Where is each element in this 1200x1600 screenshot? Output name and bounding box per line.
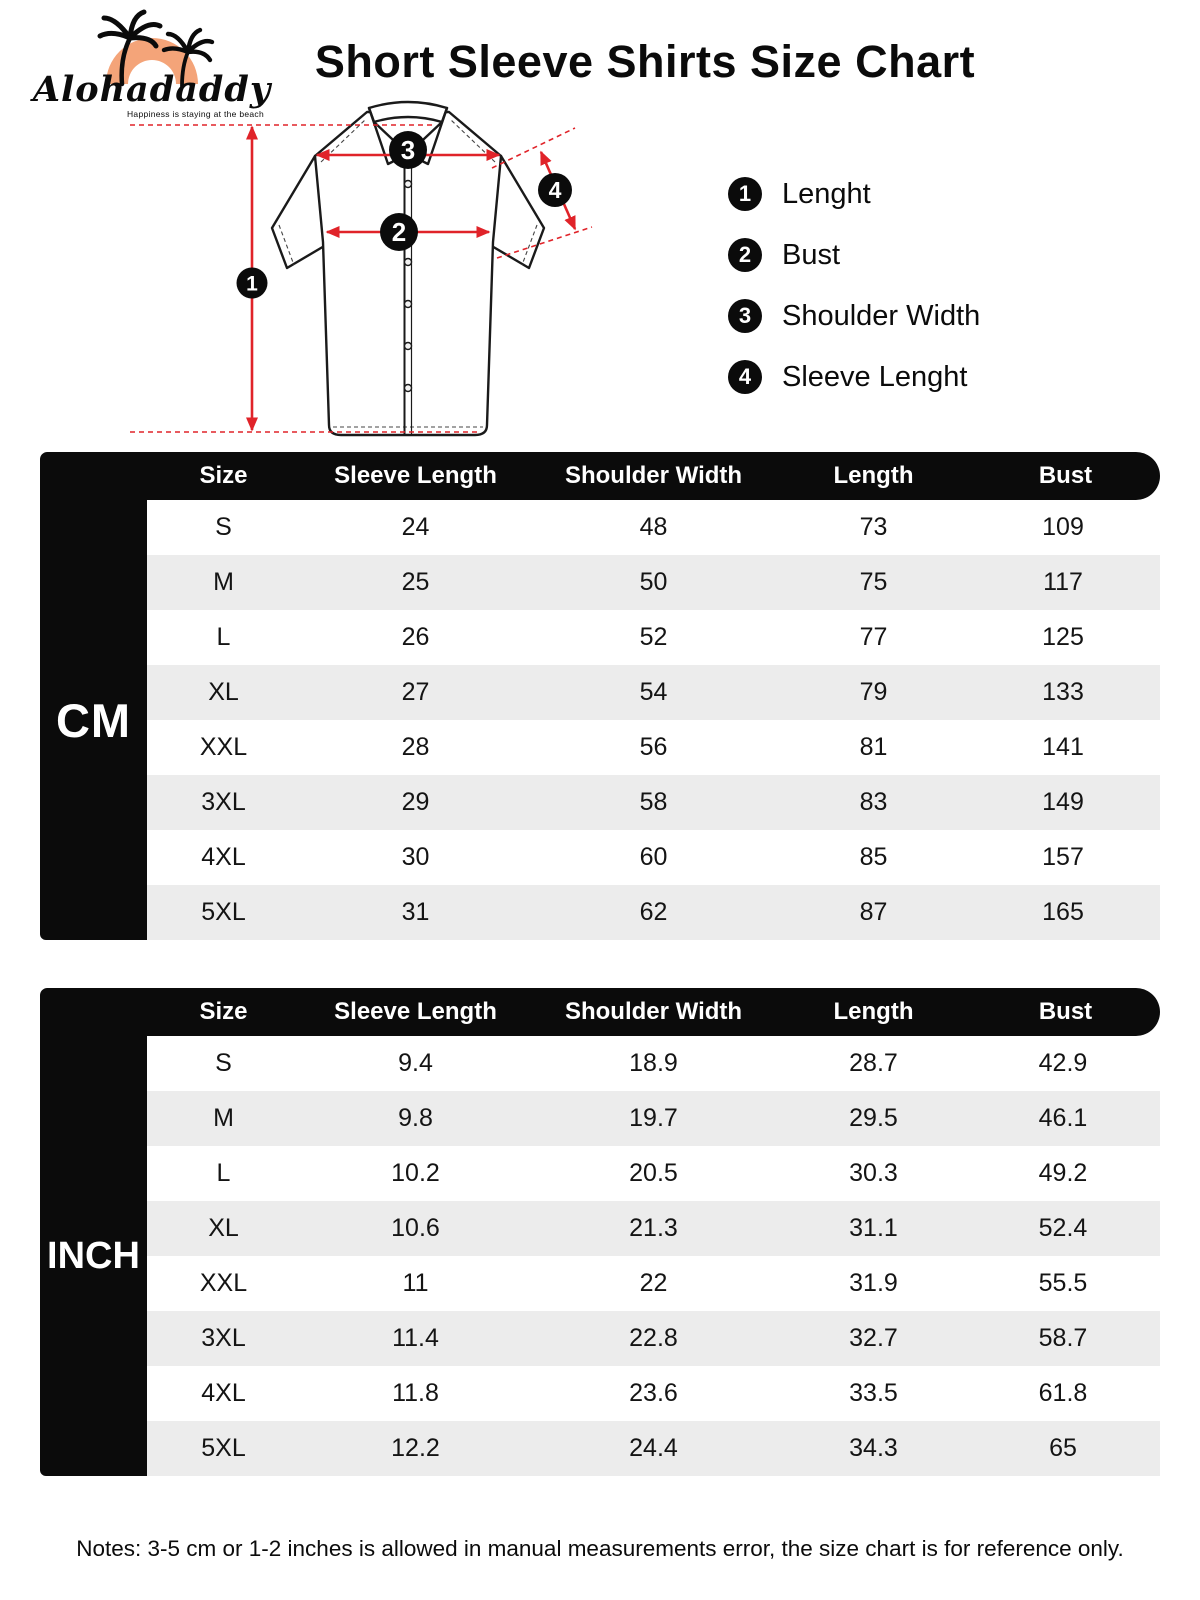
legend-label: Lenght [782, 177, 871, 210]
svg-text:3: 3 [400, 135, 416, 166]
sleeve-guide-top [492, 128, 575, 168]
table-cell: 109 [1042, 513, 1084, 541]
table-cell: 73 [859, 513, 888, 541]
table-cell: 157 [1042, 843, 1084, 871]
inch-table-body [40, 1036, 1160, 1476]
col-header-size: Size [199, 998, 248, 1025]
table-cell: 5XL [201, 1434, 246, 1462]
table-cell: 56 [639, 733, 668, 761]
col-header-length: Length [833, 998, 914, 1025]
legend-badge-2: 2 [728, 238, 762, 272]
table-cell: 22 [639, 1269, 668, 1297]
cm-rows [147, 500, 1160, 940]
table-row [147, 1091, 1160, 1146]
col-header-bust: Bust [1038, 998, 1093, 1025]
col-header-sleeve-length: Sleeve Length [334, 462, 497, 489]
table-row [147, 1421, 1160, 1476]
table-row [147, 775, 1160, 830]
cm-size-table [40, 452, 1160, 940]
table-cell: 11 [402, 1269, 429, 1297]
table-cell: 25 [401, 568, 430, 596]
table-cell: 20.5 [629, 1159, 678, 1187]
table-cell: 22.8 [629, 1324, 678, 1352]
table-cell: 55.5 [1038, 1269, 1088, 1297]
page-title: Short Sleeve Shirts Size Chart [314, 36, 976, 87]
notes-text: Notes: 3-5 cm or 1-2 inches is allowed in manual measurements error, the size chart is for reference only. [76, 1536, 1124, 1561]
table-cell: 149 [1042, 788, 1084, 816]
table-cell: 11.8 [392, 1379, 439, 1407]
table-cell: L [216, 1159, 231, 1187]
table-cell: 58.7 [1038, 1324, 1088, 1352]
table-cell: 5XL [201, 898, 246, 926]
table-cell: S [215, 1049, 232, 1077]
inch-rows [147, 1036, 1160, 1476]
legend-item-length [728, 174, 980, 214]
table-cell: 24.4 [629, 1434, 678, 1462]
table-cell: 81 [859, 733, 888, 761]
table-cell: 21.3 [629, 1214, 678, 1242]
table-cell: 29 [401, 788, 430, 816]
table-cell: 32.7 [849, 1324, 898, 1352]
table-cell: 12.2 [391, 1434, 440, 1462]
table-cell: 61.8 [1038, 1379, 1088, 1407]
table-cell: 34.3 [849, 1434, 898, 1462]
table-row [147, 885, 1160, 940]
legend-label: Sleeve Lenght [782, 360, 968, 393]
table-cell: 3XL [201, 788, 246, 816]
table-row [147, 500, 1160, 555]
table-row [147, 610, 1160, 665]
table-cell: 10.6 [391, 1214, 440, 1242]
table-cell: 3XL [201, 1324, 246, 1352]
cm-table-body [40, 500, 1160, 940]
table-cell: 165 [1042, 898, 1084, 926]
table-cell: 62 [639, 898, 668, 926]
legend-badge-4: 4 [728, 360, 762, 394]
table-cell: 4XL [201, 1379, 246, 1407]
col-header-shoulder-width: Shoulder Width [564, 462, 743, 489]
svg-text:2: 2 [391, 217, 407, 248]
table-cell: 27 [401, 678, 430, 706]
table-row [147, 1311, 1160, 1366]
col-header-size: Size [199, 462, 248, 489]
table-cell: 77 [859, 623, 888, 651]
unit-label-inch: INCH [40, 1036, 147, 1476]
table-cell: XXL [199, 733, 248, 761]
table-cell: 42.9 [1038, 1049, 1088, 1077]
diagram-badge-3 [389, 131, 427, 169]
diagram-badge-1 [237, 268, 268, 299]
table-cell: 29.5 [849, 1104, 898, 1132]
unit-label-cm: CM [40, 500, 147, 940]
legend-item-sleeve-length [728, 357, 980, 397]
table-cell: M [213, 568, 234, 596]
table-row [147, 1201, 1160, 1256]
table-cell: 28.7 [849, 1049, 898, 1077]
table-cell: XL [208, 678, 239, 706]
table-cell: 30.3 [849, 1159, 898, 1187]
table-cell: 54 [639, 678, 668, 706]
table-cell: S [215, 513, 232, 541]
diagram-badge-4 [538, 173, 572, 207]
table-cell: M [213, 1104, 234, 1132]
table-cell: XXL [199, 1269, 248, 1297]
table-cell: 125 [1042, 623, 1084, 651]
table-cell: 60 [639, 843, 668, 871]
inch-size-table [40, 988, 1160, 1476]
table-row [147, 720, 1160, 775]
cm-table-header [40, 452, 1160, 500]
legend-item-shoulder-width [728, 296, 980, 336]
measurement-legend [728, 174, 980, 418]
table-cell: 4XL [201, 843, 246, 871]
diagram-badge-2 [380, 213, 418, 251]
table-cell: 30 [401, 843, 430, 871]
legend-label: Bust [782, 238, 841, 271]
col-header-shoulder-width: Shoulder Width [564, 998, 743, 1025]
table-cell: 31.9 [849, 1269, 898, 1297]
table-cell: 26 [401, 623, 430, 651]
table-cell: 117 [1043, 568, 1083, 596]
table-cell: 85 [859, 843, 888, 871]
table-cell: 133 [1042, 678, 1084, 706]
table-row [147, 555, 1160, 610]
table-cell: 58 [639, 788, 668, 816]
table-cell: 79 [859, 678, 888, 706]
col-header-length: Length [833, 462, 914, 489]
table-cell: 23.6 [629, 1379, 678, 1407]
table-cell: 49.2 [1038, 1159, 1088, 1187]
col-header-bust: Bust [1038, 462, 1093, 489]
legend-item-bust [728, 235, 980, 275]
brand-tagline: Happiness is staying at the beach [126, 109, 264, 119]
table-cell: 50 [639, 568, 668, 596]
table-cell: 46.1 [1038, 1104, 1088, 1132]
table-cell: XL [208, 1214, 239, 1242]
table-cell: 18.9 [629, 1049, 678, 1077]
legend-badge-3: 3 [728, 299, 762, 333]
table-cell: 48 [639, 513, 668, 541]
table-cell: 28 [401, 733, 430, 761]
inch-table-header [40, 988, 1160, 1036]
col-header-sleeve-length: Sleeve Length [334, 998, 497, 1025]
table-row [147, 665, 1160, 720]
table-row [147, 830, 1160, 885]
table-cell: 31.1 [849, 1214, 898, 1242]
table-cell: 83 [859, 788, 888, 816]
legend-label: Shoulder Width [782, 299, 981, 332]
table-cell: 87 [859, 898, 888, 926]
table-cell: 10.2 [391, 1159, 440, 1187]
table-cell: 24 [401, 513, 430, 541]
table-cell: L [216, 623, 231, 651]
table-cell: 65 [1049, 1434, 1077, 1462]
table-row [147, 1366, 1160, 1421]
svg-text:4: 4 [548, 177, 562, 204]
shirt-measurement-diagram [118, 90, 603, 452]
table-cell: 9.8 [398, 1104, 433, 1132]
table-row [147, 1256, 1160, 1311]
table-cell: 19.7 [629, 1104, 678, 1132]
table-row [147, 1036, 1160, 1091]
table-cell: 52 [639, 623, 668, 651]
table-cell: 9.4 [398, 1049, 433, 1077]
table-cell: 141 [1042, 733, 1084, 761]
table-cell: 75 [859, 568, 888, 596]
legend-badge-1: 1 [728, 177, 762, 211]
table-cell: 31 [401, 898, 430, 926]
svg-text:1: 1 [246, 272, 258, 296]
table-cell: 52.4 [1038, 1214, 1088, 1242]
table-cell: 11.4 [392, 1324, 439, 1352]
table-row [147, 1146, 1160, 1201]
brand-name: Alohadaddy [32, 69, 272, 110]
table-cell: 33.5 [849, 1379, 898, 1407]
